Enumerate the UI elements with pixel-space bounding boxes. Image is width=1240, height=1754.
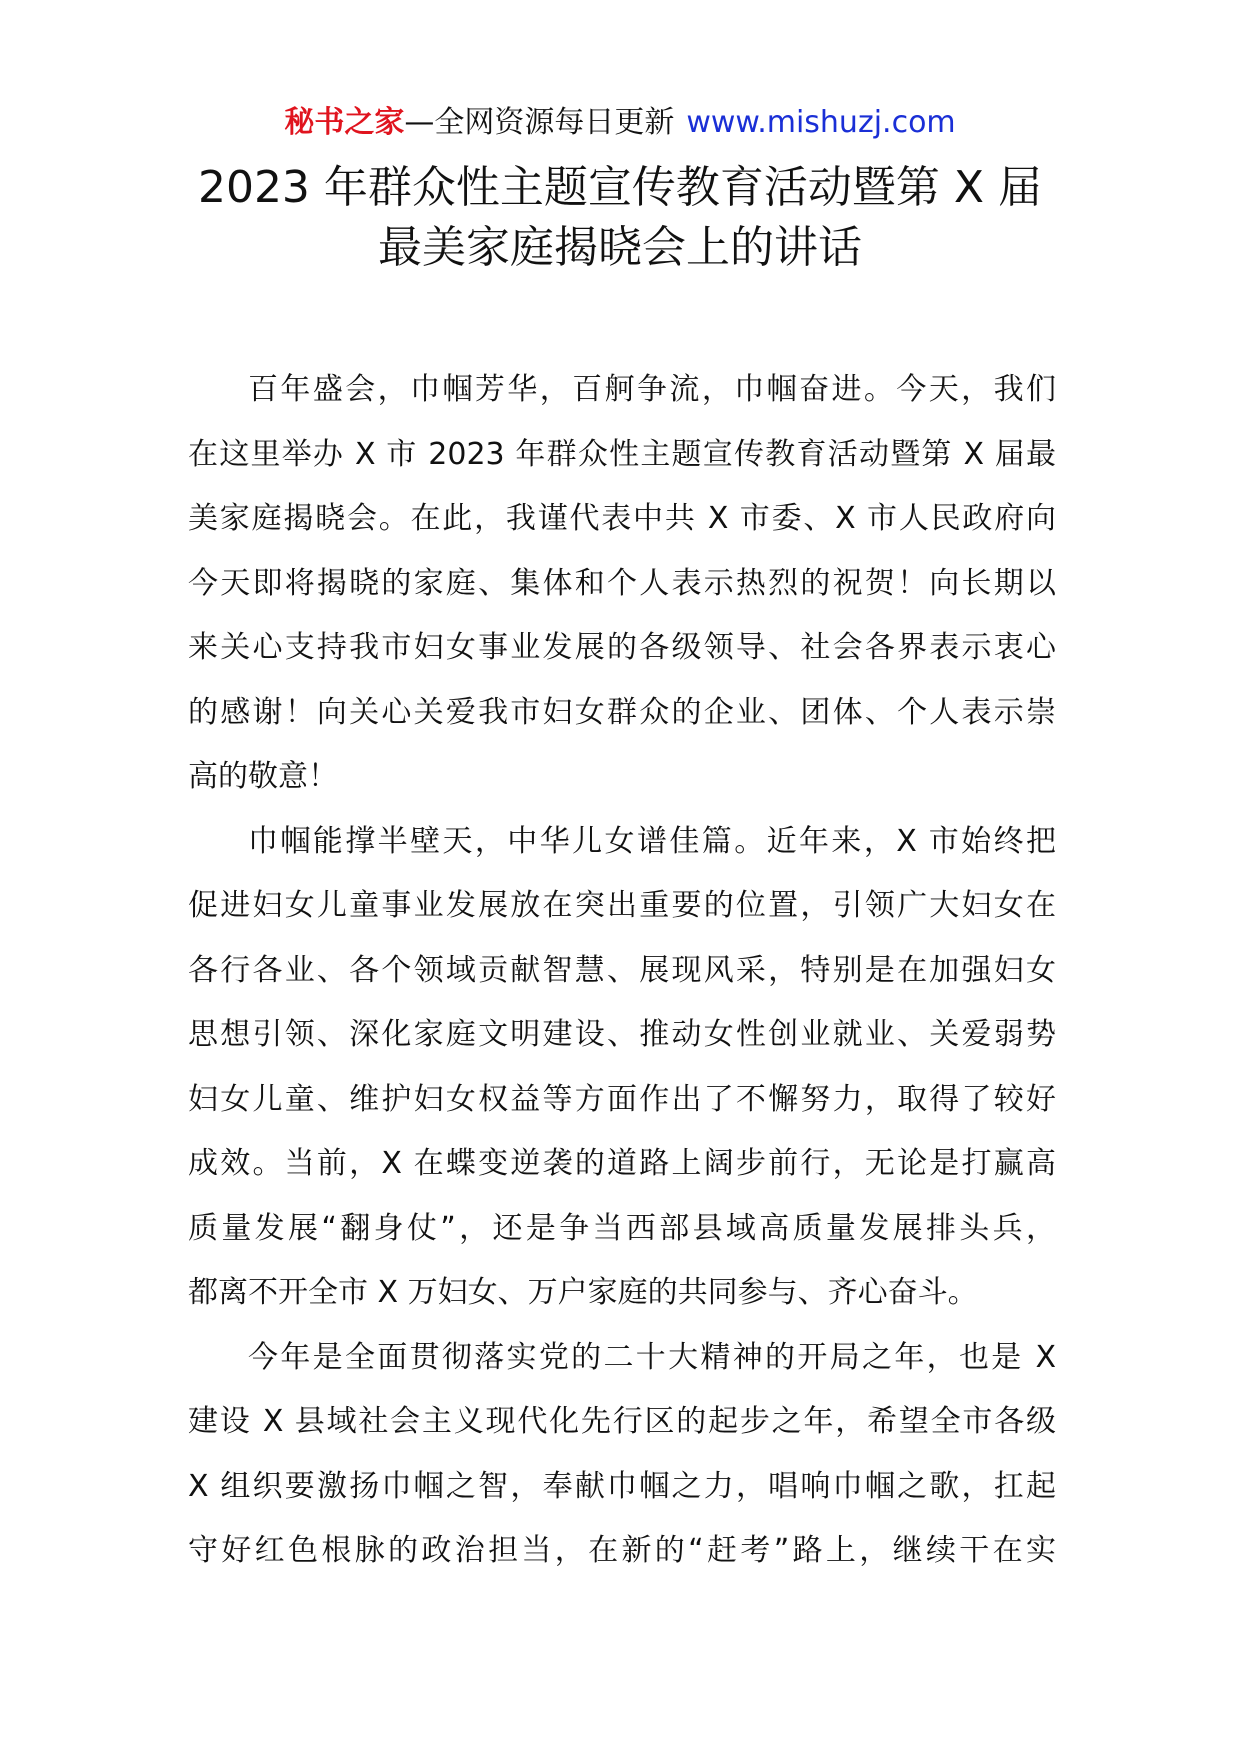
paragraph-line: 高的敬意！: [188, 759, 338, 794]
paragraph-line: 促进妇女儿童事业发展放在突出重要的位置，引领广大妇女在: [188, 888, 1056, 923]
paragraph-line: 巾帼能撑半壁天，中华儿女谱佳篇。近年来，X 市始终把: [248, 823, 1056, 859]
paragraph-line: 都离不开全市 X 万妇女、万户家庭的共同参与、齐心奋斗。: [188, 1275, 978, 1310]
paragraph-1: [188, 358, 1056, 810]
paragraph-line: 的感谢！向关心关爱我市妇女群众的企业、团体、个人表示崇: [188, 694, 1056, 730]
site-header: [0, 103, 1240, 143]
site-url-link[interactable]: www.mishuzj.com: [686, 105, 956, 140]
paragraph-line: 各行各业、各个领域贡献智慧、展现风采，特别是在加强妇女: [188, 952, 1056, 988]
document-title: [150, 158, 1090, 278]
paragraph-line: 妇女儿童、维护妇女权益等方面作出了不懈努力，取得了较好: [188, 1081, 1056, 1117]
title-line-2: 最美家庭揭晓会上的讲话: [378, 222, 862, 273]
paragraph-line: 来关心支持我市妇女事业发展的各级领导、社会各界表示衷心: [188, 630, 1056, 665]
paragraph-line: 百年盛会，巾帼芳华，百舸争流，巾帼奋进。今天，我们: [248, 372, 1056, 407]
paragraph-3: [188, 1326, 1056, 1584]
title-line-1: 2023 年群众性主题宣传教育活动暨第 X 届: [197, 162, 1043, 213]
header-slogan: —全网资源每日更新: [404, 105, 675, 140]
paragraph-line: 质量发展“翻身仗”，还是争当西部县域高质量发展排头兵，: [188, 1210, 1056, 1246]
paragraph-line: 成效。当前，X 在蝶变逆袭的道路上阔步前行，无论是打赢高: [188, 1146, 1056, 1181]
paragraph-2: [188, 810, 1056, 1326]
paragraph-line: 守好红色根脉的政治担当，在新的“赶考”路上，继续干在实: [188, 1533, 1056, 1568]
paragraph-line: 在这里举办 X 市 2023 年群众性主题宣传教育活动暨第 X 届最: [188, 436, 1056, 472]
paragraph-line: 思想引领、深化家庭文明建设、推动女性创业就业、关爱弱势: [188, 1017, 1056, 1052]
paragraph-line: 今年是全面贯彻落实党的二十大精神的开局之年，也是 X: [248, 1339, 1056, 1375]
paragraph-line: 今天即将揭晓的家庭、集体和个人表示热烈的祝贺！向长期以: [188, 565, 1056, 601]
brand-name: 秘书之家: [284, 105, 405, 140]
paragraph-line: 建设 X 县域社会主义现代化先行区的起步之年，希望全市各级: [188, 1404, 1056, 1439]
paragraph-line: 美家庭揭晓会。在此，我谨代表中共 X 市委、X 市人民政府向: [188, 501, 1056, 536]
document-body: [188, 358, 1056, 1584]
paragraph-line: X 组织要激扬巾帼之智，奉献巾帼之力，唱响巾帼之歌，扛起: [188, 1468, 1056, 1504]
